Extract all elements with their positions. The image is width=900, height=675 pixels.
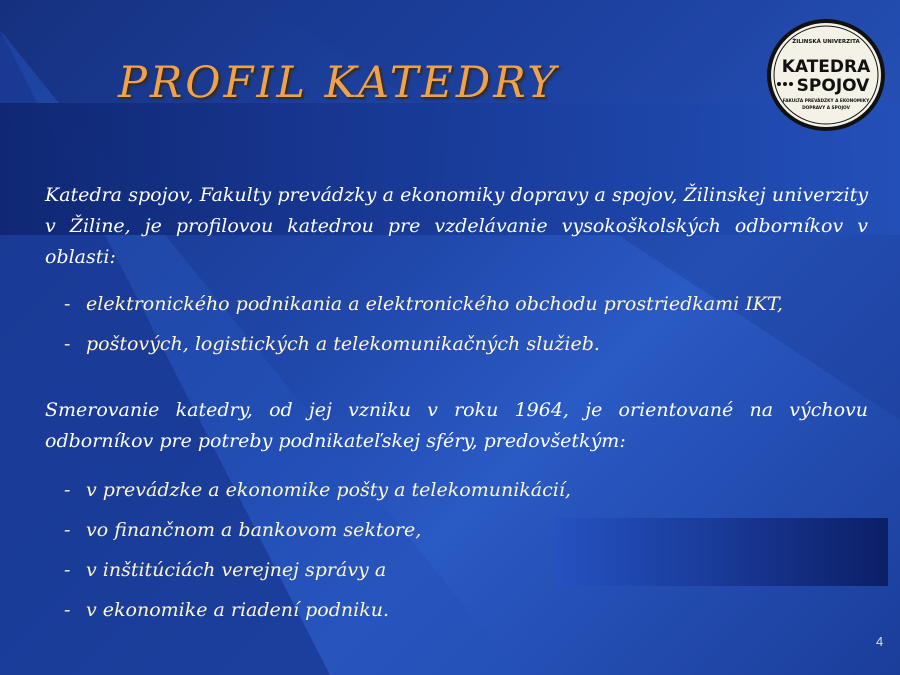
- intro-paragraph: Katedra spojov, Fakulty prevádzky a ekonomiky dopravy a spojov, Žilinskej univerzity v Žiline, je profilovou katedrou pre vzdelávanie vysokoškolských odborníkov v oblasti:: [45, 184, 868, 268]
- slide-title: PROFIL KATEDRY: [118, 58, 559, 108]
- list-item: - poštových, logistických a telekomunikačných služieb.: [64, 333, 600, 355]
- orientation-paragraph: Smerovanie katedry, od jej vzniku v roku 1964, je orientované na výchovu odborníkov pre potreby podnikateľskej sféry, predovšetkým:: [45, 399, 868, 452]
- svg-text:KATEDRA: KATEDRA: [781, 57, 871, 77]
- list-item: - v inštitúciách verejnej správy a: [64, 559, 387, 581]
- list-item: - vo finančnom a bankovom sektore,: [64, 519, 422, 541]
- page-number: 4: [876, 634, 884, 649]
- orientation-list: [64, 476, 571, 636]
- svg-text:ŽILINSKÁ UNIVERZITA: ŽILINSKÁ UNIVERZITA: [792, 39, 860, 45]
- svg-text:FAKULTA PREVÁDZKY A EKONOMIKY: FAKULTA PREVÁDZKY A EKONOMIKY: [782, 99, 870, 104]
- department-logo: [766, 18, 886, 132]
- profile-areas-list: [64, 290, 783, 370]
- decorative-band: [555, 518, 888, 586]
- list-item: - elektronického podnikania a elektronického obchodu prostriedkami IKT,: [64, 293, 783, 315]
- list-item: - v ekonomike a riadení podniku.: [64, 599, 390, 621]
- svg-text:SPOJOV: SPOJOV: [796, 76, 870, 96]
- svg-text:DOPRAVY A SPOJOV: DOPRAVY A SPOJOV: [802, 106, 850, 111]
- list-item: - v prevádzke a ekonomike pošty a telekomunikácií,: [64, 479, 571, 501]
